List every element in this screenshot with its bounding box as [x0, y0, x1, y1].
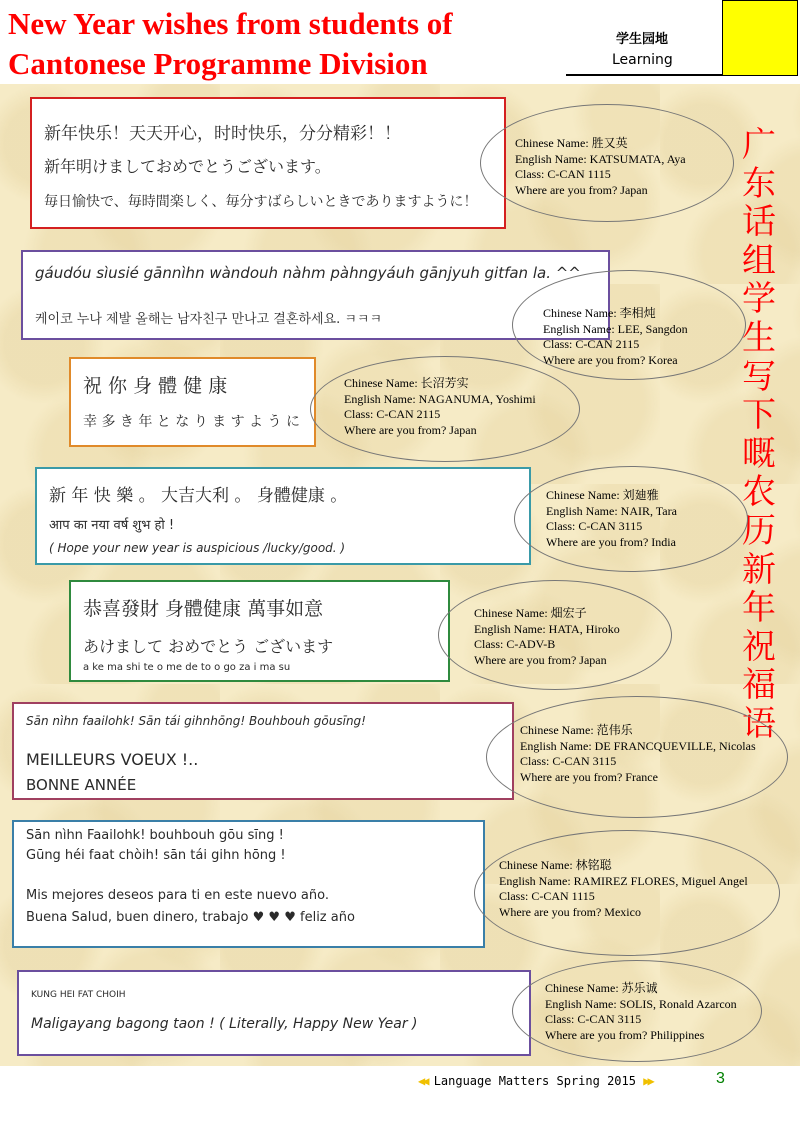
wish-note [30, 97, 506, 229]
class-label: Class: [543, 337, 576, 351]
handwriting-line: 新年快乐！天天开心，时时快乐，分分精彩！！ [44, 124, 401, 144]
class-label: Class: [520, 754, 553, 768]
from-value: Japan [579, 652, 607, 667]
vertical-title-char: 祝 [742, 626, 776, 667]
chinese-name-row [474, 606, 620, 622]
chinese-name: 刘廸雅 [622, 488, 659, 502]
vertical-title-char: 广 [742, 125, 776, 165]
vertical-title-char: 生 [742, 317, 776, 358]
english-name-row [344, 392, 536, 408]
class-label: Class: [344, 407, 377, 421]
learning-label: Learning [612, 52, 673, 68]
chinese-name-label: Chinese Name: [520, 723, 597, 737]
class-row [543, 337, 688, 353]
handwriting-line: BONNE ANNÉE [26, 776, 137, 794]
from-label: Where are you from? [344, 422, 450, 437]
english-name: NAIR, Tara [620, 503, 677, 518]
english-name-row [474, 622, 620, 638]
chinese-name-row [545, 981, 737, 997]
handwriting-line: KUNG HEI FAT CHOIH [31, 990, 126, 1000]
from-label: Where are you from? [546, 534, 652, 549]
student-info [515, 136, 686, 198]
handwriting-line: ( Hope your new year is auspicious /lucky/good. ) [49, 541, 346, 555]
vertical-title-char: 下 [742, 395, 776, 436]
wish-note [69, 580, 450, 682]
student-info [474, 606, 620, 668]
chinese-name-row [515, 136, 686, 152]
handwriting-line: 新 年 快 樂 。 大吉大利 。 身體健康 。 [49, 486, 348, 506]
wish-note [17, 970, 531, 1056]
vertical-title-char: 历 [742, 510, 776, 551]
vertical-title-char: 福 [742, 665, 776, 706]
page-number: 3 [716, 1070, 725, 1087]
from-value: France [625, 769, 658, 784]
chinese-name-label: Chinese Name: [546, 488, 623, 502]
chinese-name-label: Chinese Name: [543, 306, 620, 320]
english-name-label: English Name: [543, 321, 618, 336]
chinese-name: 林铭聪 [575, 858, 612, 872]
class-value: C-CAN 2115 [575, 337, 640, 351]
chinese-name-label: Chinese Name: [545, 981, 622, 995]
from-row [543, 353, 688, 369]
class-row [520, 754, 756, 770]
chinese-name: 长沼芳实 [420, 376, 469, 390]
page-title-line1: New Year wishes from students of [8, 6, 453, 41]
handwriting-line: MEILLEURS VOEUX !.. [26, 750, 199, 769]
class-value: C-CAN 1115 [547, 167, 611, 181]
from-row [545, 1028, 737, 1044]
handwriting-line: 毎日愉快で、毎時間楽しく、毎分すばらしいときでありますように！ [44, 194, 478, 210]
vertical-title-char: 学 [742, 279, 776, 320]
vertical-title-char: 话 [742, 202, 776, 243]
highlight-box [722, 0, 798, 76]
from-value: Japan [620, 182, 648, 197]
footer [418, 1074, 652, 1088]
chinese-name-row [546, 488, 677, 504]
from-label: Where are you from? [543, 352, 649, 367]
from-label: Where are you from? [474, 652, 580, 667]
from-value: Japan [449, 422, 477, 437]
from-row [546, 535, 677, 551]
english-name-label: English Name: [515, 151, 590, 166]
class-value: C-CAN 2115 [376, 407, 441, 421]
from-row [515, 183, 686, 199]
english-name-label: English Name: [545, 996, 620, 1011]
chinese-name-label: Chinese Name: [344, 376, 421, 390]
handwriting-line: Buena Salud, buen dinero, trabajo ♥ ♥ ♥ feliz año [26, 910, 355, 925]
chinese-name-row [499, 858, 748, 874]
wish-note [12, 820, 485, 948]
student-info [499, 858, 748, 920]
chinese-name-label: Chinese Name: [499, 858, 576, 872]
handwriting-line: Sān nìhn faailohk! Sān tái gihnhōng! Bouhbouh gōusīng! [26, 714, 366, 728]
prev-arrows-icon: ◀◀ [418, 1074, 427, 1088]
chinese-name-label: Chinese Name: [474, 606, 551, 620]
class-row [546, 519, 677, 535]
class-value: C-CAN 3115 [578, 519, 643, 533]
class-row [499, 889, 748, 905]
handwriting-line: Mis mejores deseos para ti en este nuevo año. [26, 888, 329, 903]
wish-note [12, 702, 514, 800]
from-label: Where are you from? [499, 904, 605, 919]
class-row [545, 1012, 737, 1028]
vertical-title-char: 组 [742, 240, 776, 281]
english-name-row [515, 152, 686, 168]
student-info [546, 488, 677, 550]
english-name-label: English Name: [546, 503, 621, 518]
english-name-label: English Name: [344, 391, 419, 406]
class-row [344, 407, 536, 423]
chinese-name: 畑宏子 [550, 606, 587, 620]
english-name: LEE, Sangdon [617, 321, 688, 336]
chinese-name-row [344, 376, 536, 392]
from-row [520, 770, 756, 786]
class-row [515, 167, 686, 183]
english-name: DE FRANCQUEVILLE, Nicolas [594, 738, 756, 753]
vertical-title-char: 农 [742, 472, 776, 513]
chinese-name: 胜又英 [591, 136, 628, 150]
class-label: Class: [474, 637, 507, 651]
from-row [499, 905, 748, 921]
wish-note [35, 467, 531, 565]
handwriting-line: आप का नया वर्ष शुभ हो ! [49, 518, 175, 533]
class-value: C-CAN 1115 [531, 889, 595, 903]
handwriting-line: あけまして おめでとう ございます [83, 637, 334, 656]
english-name-row [520, 739, 756, 755]
handwriting-line: 祝 你 身 體 健 康 [83, 375, 228, 397]
handwriting-line: Maligayang bagong taon ! ( Literally, Happy New Year ) [31, 1016, 418, 1032]
vertical-title-char: 语 [742, 703, 776, 744]
english-name-label: English Name: [474, 621, 549, 636]
class-label: Class: [499, 889, 532, 903]
english-name-row [545, 997, 737, 1013]
english-name-label: English Name: [520, 738, 595, 753]
english-name: RAMIREZ FLORES, Miguel Angel [573, 873, 748, 888]
vertical-title [737, 126, 781, 744]
from-value: Korea [648, 352, 678, 367]
section-label: 学生园地 [616, 32, 669, 47]
class-row [474, 637, 620, 653]
handwriting-line: Gūng héi faat chòih! sān tái gihn hōng ! [26, 848, 286, 863]
chinese-name-row [520, 723, 756, 739]
english-name-row [546, 504, 677, 520]
student-info [520, 723, 756, 785]
handwriting-line: 新年明けましておめでとうございます。 [44, 157, 331, 176]
footer-text: Language Matters Spring 2015 [433, 1074, 636, 1088]
from-row [474, 653, 620, 669]
next-arrows-icon: ▶▶ [643, 1074, 652, 1088]
from-label: Where are you from? [545, 1027, 651, 1042]
english-name-row [499, 874, 748, 890]
english-name: SOLIS, Ronald Azarcon [619, 996, 737, 1011]
handwriting-line: 케이코 누나 제발 올해는 남자친구 만나고 결혼하세요. ㅋㅋㅋ [35, 312, 383, 327]
chinese-name: 苏乐诚 [621, 981, 658, 995]
class-value: C-CAN 3115 [577, 1012, 642, 1026]
english-name: HATA, Hiroko [548, 621, 620, 636]
vertical-title-char: 东 [742, 163, 776, 204]
class-value: C-CAN 3115 [552, 754, 617, 768]
handwriting-line: a ke ma shi te o me de to o go za i ma su [83, 662, 291, 673]
vertical-title-char: 嘅 [742, 433, 776, 474]
page-title-line2: Cantonese Programme Division [8, 46, 428, 81]
class-value: C-ADV-B [506, 637, 556, 651]
english-name-label: English Name: [499, 873, 574, 888]
english-name-row [543, 322, 688, 338]
chinese-name: 范伟乐 [596, 723, 633, 737]
handwriting-line: Sān nìhn Faailohk! bouhbouh gōu sīng ! [26, 828, 284, 843]
vertical-title-char: 年 [742, 588, 776, 629]
vertical-title-char: 写 [742, 356, 776, 397]
chinese-name-row [543, 306, 688, 322]
english-name: NAGANUMA, Yoshimi [418, 391, 536, 406]
class-label: Class: [545, 1012, 578, 1026]
student-info [545, 981, 737, 1043]
from-value: Mexico [604, 904, 641, 919]
vertical-title-char: 新 [742, 549, 776, 590]
chinese-name-label: Chinese Name: [515, 136, 592, 150]
class-label: Class: [546, 519, 579, 533]
from-row [344, 423, 536, 439]
handwriting-line: 幸 多 き 年 と な り ま す よ う に [83, 414, 300, 430]
from-label: Where are you from? [515, 182, 621, 197]
handwriting-line: gáudóu sìusié gānnìhn wàndouh nàhm pàhngyáuh gānjyuh gitfan la. ^^ [35, 264, 581, 282]
from-label: Where are you from? [520, 769, 626, 784]
wish-note [69, 357, 316, 447]
student-info [543, 306, 688, 368]
class-label: Class: [515, 167, 548, 181]
english-name: KATSUMATA, Aya [589, 151, 686, 166]
chinese-name: 李相炖 [619, 306, 656, 320]
handwriting-line: 恭喜發財 身體健康 萬事如意 [83, 598, 324, 620]
from-value: India [651, 534, 676, 549]
from-value: Philippines [650, 1027, 705, 1042]
header-rule [566, 74, 722, 76]
student-info [344, 376, 536, 438]
